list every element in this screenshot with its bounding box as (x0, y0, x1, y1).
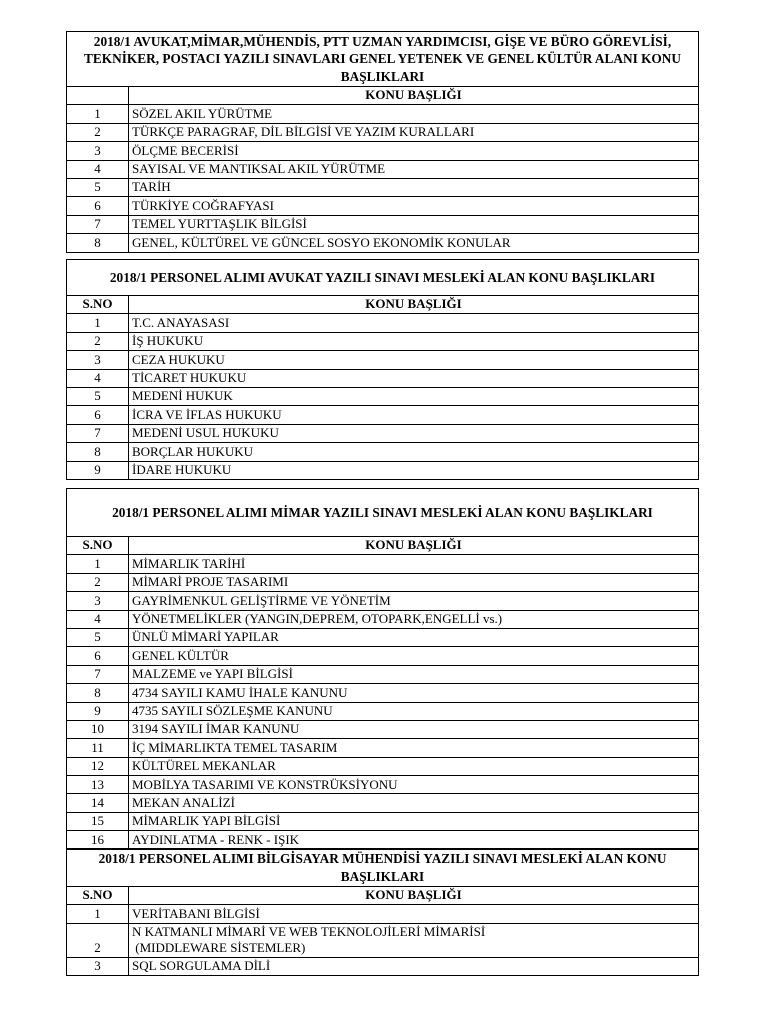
row-no: 1 (67, 105, 129, 123)
row-topic: T.C. ANAYASASI (129, 314, 699, 332)
row-topic (129, 923, 699, 957)
row-topic: YÖNETMELİKLER (YANGIN,DEPREM, OTOPARK,ENGELLİ vs.) (129, 610, 699, 628)
col-no-header (67, 87, 129, 105)
table-row (67, 684, 698, 702)
table-row (67, 555, 698, 573)
row-topic: İŞ HUKUKU (129, 332, 699, 350)
row-topic: TEMEL YURTTAŞLIK BİLGİSİ (129, 215, 699, 233)
table-row (67, 720, 698, 738)
row-no: 5 (67, 628, 129, 646)
topics-table (67, 537, 698, 849)
row-topic: TİCARET HUKUKU (129, 369, 699, 387)
row-topic: CEZA HUKUKU (129, 351, 699, 369)
row-topic-line-2: (MIDDLEWARE SİSTEMLER) (132, 940, 306, 956)
row-topic: GAYRİMENKUL GELİŞTİRME VE YÖNETİM (129, 592, 699, 610)
table-row (67, 160, 698, 178)
row-topic: MEKAN ANALİZİ (129, 794, 699, 812)
row-topic: MEDENİ HUKUK (129, 387, 699, 405)
table-row (67, 314, 698, 332)
row-topic: TARİH (129, 178, 699, 196)
lawyer-topics-table (66, 259, 699, 480)
table-row (67, 831, 698, 849)
row-no: 13 (67, 776, 129, 794)
row-no: 6 (67, 197, 129, 215)
row-topic: 3194 SAYILI İMAR KANUNU (129, 720, 699, 738)
topics-table (67, 296, 698, 479)
table-row (67, 105, 698, 123)
row-topic: MİMARLIK YAPI BİLGİSİ (129, 812, 699, 830)
row-no: 3 (67, 957, 129, 975)
row-topic: AYDINLATMA - RENK - IŞIK (129, 831, 699, 849)
table-row (67, 776, 698, 794)
table-row (67, 923, 698, 957)
computer-engineer-topics-table (66, 848, 699, 976)
row-no: 7 (67, 665, 129, 683)
row-topic: VERİTABANI BİLGİSİ (129, 905, 699, 923)
row-topic-line-1: N KATMANLI MİMARİ VE WEB TEKNOLOJİLERİ MİMARİSİ (132, 924, 486, 940)
table-row (67, 215, 698, 233)
table-row (67, 424, 698, 442)
row-no: 10 (67, 720, 129, 738)
table-row (67, 142, 698, 160)
table-row (67, 757, 698, 775)
row-no: 4 (67, 160, 129, 178)
table-row (67, 178, 698, 196)
row-no: 8 (67, 443, 129, 461)
table-row (67, 628, 698, 646)
table-row (67, 351, 698, 369)
table-row (67, 443, 698, 461)
row-topic: SÖZEL AKIL YÜRÜTME (129, 105, 699, 123)
row-topic: GENEL KÜLTÜR (129, 647, 699, 665)
row-topic: MEDENİ USUL HUKUKU (129, 424, 699, 442)
topics-table (67, 87, 698, 252)
row-topic: SQL SORGULAMA DİLİ (129, 957, 699, 975)
topics-table (67, 887, 698, 975)
row-no: 7 (67, 215, 129, 233)
row-topic: MİMARİ PROJE TASARIMI (129, 573, 699, 591)
table-row (67, 387, 698, 405)
table-row (67, 592, 698, 610)
row-no: 8 (67, 684, 129, 702)
row-topic: MALZEME ve YAPI BİLGİSİ (129, 665, 699, 683)
table-header-row (67, 537, 698, 555)
row-no: 16 (67, 831, 129, 849)
general-topics-table (66, 31, 699, 253)
table-row (67, 739, 698, 757)
row-topic: ÖLÇME BECERİSİ (129, 142, 699, 160)
table-row (67, 573, 698, 591)
row-topic: İDARE HUKUKU (129, 461, 699, 479)
row-topic: İÇ MİMARLIKTA TEMEL TASARIM (129, 739, 699, 757)
row-no: 3 (67, 592, 129, 610)
row-no: 9 (67, 461, 129, 479)
table-row (67, 647, 698, 665)
row-topic: 4735 SAYILI SÖZLEŞME KANUNU (129, 702, 699, 720)
table-header-row (67, 87, 698, 105)
col-no-header: S.NO (67, 887, 129, 905)
row-topic: TÜRKÇE PARAGRAF, DİL BİLGİSİ VE YAZIM KURALLARI (129, 123, 699, 141)
table-row (67, 461, 698, 479)
row-no: 12 (67, 757, 129, 775)
architect-topics-table (66, 488, 699, 850)
row-no: 9 (67, 702, 129, 720)
row-no: 1 (67, 905, 129, 923)
table-header-row (67, 296, 698, 314)
row-topic: MİMARLIK TARİHİ (129, 555, 699, 573)
col-topic-header: KONU BAŞLIĞI (129, 887, 699, 905)
row-no: 4 (67, 369, 129, 387)
section-title: 2018/1 PERSONEL ALIMI MİMAR YAZILI SINAVI MESLEKİ ALAN KONU BAŞLIKLARI (67, 489, 698, 537)
section-title: 2018/1 PERSONEL ALIMI AVUKAT YAZILI SINAVI MESLEKİ ALAN KONU BAŞLIKLARI (67, 260, 698, 296)
row-no: 2 (67, 332, 129, 350)
row-topic: İCRA VE İFLAS HUKUKU (129, 406, 699, 424)
col-topic-header: KONU BAŞLIĞI (129, 296, 699, 314)
row-no: 2 (67, 573, 129, 591)
section-title: 2018/1 PERSONEL ALIMI BİLGİSAYAR MÜHENDİSİ YAZILI SINAVI MESLEKİ ALAN KONU BAŞLIKLARI (67, 849, 698, 887)
table-row (67, 812, 698, 830)
table-header-row (67, 887, 698, 905)
table-row (67, 957, 698, 975)
row-topic: MOBİLYA TASARIMI VE KONSTRÜKSİYONU (129, 776, 699, 794)
row-topic: BORÇLAR HUKUKU (129, 443, 699, 461)
col-no-header: S.NO (67, 537, 129, 555)
row-no: 6 (67, 647, 129, 665)
table-row (67, 702, 698, 720)
row-no: 6 (67, 406, 129, 424)
row-no: 5 (67, 178, 129, 196)
row-no: 2 (67, 123, 129, 141)
row-no: 1 (67, 555, 129, 573)
row-topic: SAYISAL VE MANTIKSAL AKIL YÜRÜTME (129, 160, 699, 178)
row-topic: ÜNLÜ MİMARİ YAPILAR (129, 628, 699, 646)
col-topic-header: KONU BAŞLIĞI (129, 87, 699, 105)
col-no-header: S.NO (67, 296, 129, 314)
row-topic: 4734 SAYILI KAMU İHALE KANUNU (129, 684, 699, 702)
table-row (67, 665, 698, 683)
row-no: 15 (67, 812, 129, 830)
table-row (67, 905, 698, 923)
row-no: 3 (67, 142, 129, 160)
table-row (67, 123, 698, 141)
row-no: 14 (67, 794, 129, 812)
row-no: 3 (67, 351, 129, 369)
table-row (67, 406, 698, 424)
row-no: 5 (67, 387, 129, 405)
row-no: 11 (67, 739, 129, 757)
row-topic: TÜRKİYE COĞRAFYASI (129, 197, 699, 215)
col-topic-header: KONU BAŞLIĞI (129, 537, 699, 555)
table-row (67, 197, 698, 215)
row-topic: GENEL, KÜLTÜREL VE GÜNCEL SOSYO EKONOMİK KONULAR (129, 234, 699, 252)
table-row (67, 369, 698, 387)
row-topic: KÜLTÜREL MEKANLAR (129, 757, 699, 775)
table-row (67, 234, 698, 252)
row-no: 7 (67, 424, 129, 442)
table-row (67, 332, 698, 350)
row-no: 4 (67, 610, 129, 628)
row-no: 1 (67, 314, 129, 332)
row-no: 2 (67, 923, 129, 957)
table-row (67, 610, 698, 628)
section-title: 2018/1 AVUKAT,MİMAR,MÜHENDİS, PTT UZMAN YARDIMCISI, GİŞE VE BÜRO GÖREVLİSİ, TEKNİKER, POSTACI YAZILI SINAVLARI GENEL YETENEK VE GENEL KÜLTÜR ALANI KONU BAŞLIKLARI (67, 32, 698, 87)
table-row (67, 794, 698, 812)
row-no: 8 (67, 234, 129, 252)
